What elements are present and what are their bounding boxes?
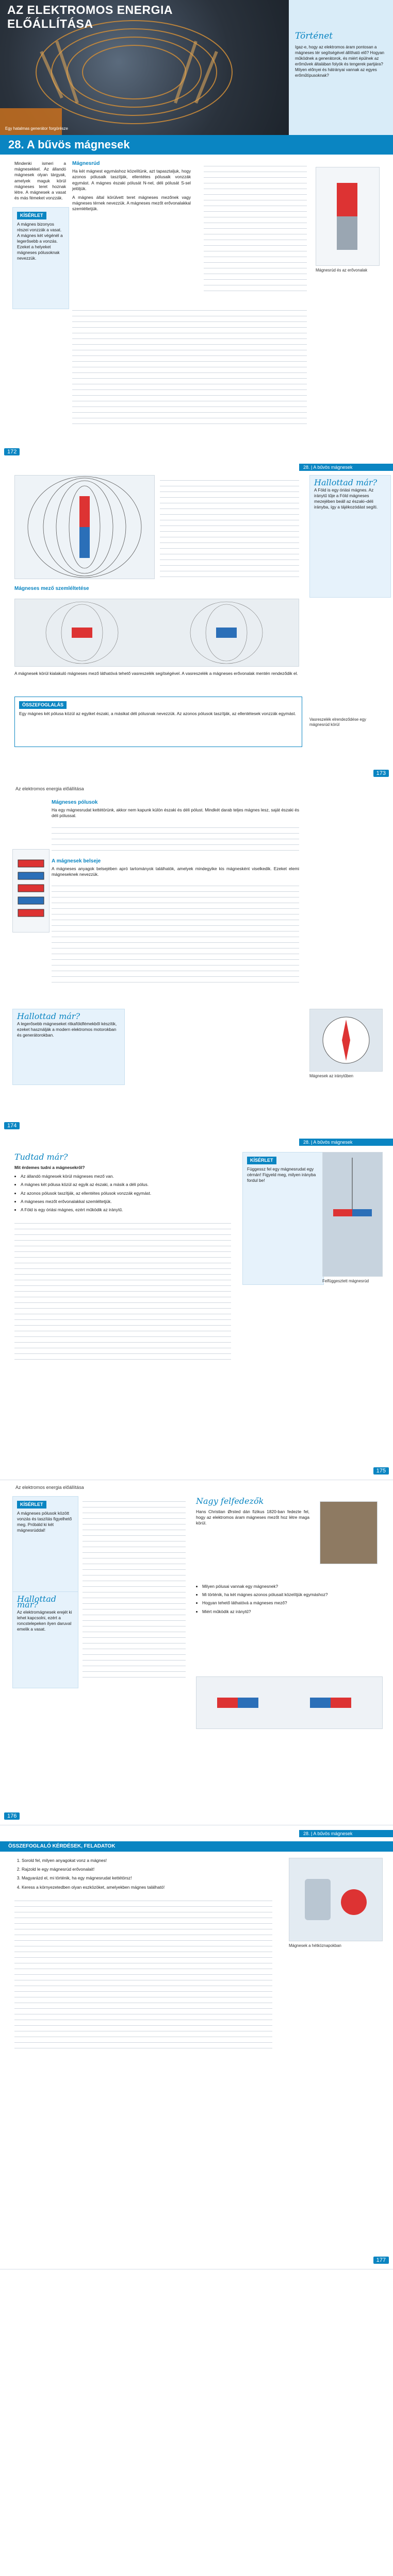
p4-kiserlet-box bbox=[242, 1152, 324, 1285]
p3-hallottad-title: Hallottad már? bbox=[17, 1011, 80, 1021]
p5-portrait bbox=[320, 1501, 378, 1564]
p2-osszefoglalas-box bbox=[14, 697, 302, 747]
p2-header-bar bbox=[299, 464, 393, 471]
cover-title-block bbox=[7, 3, 173, 31]
p1-right-text bbox=[204, 161, 307, 295]
chapter-title-text: A bűvös mágnesek bbox=[26, 138, 130, 151]
p3-lines-1 bbox=[52, 822, 299, 853]
p4-lines bbox=[14, 1218, 231, 1362]
p3-hallottad-text: A legerősebb mágneseket ritkaföldfémekből készítik, ezeket használják a modern elektromos motorokban és generátorokban. bbox=[17, 1021, 117, 1038]
p5-hallottad-text: Az elektromágnesek erejét ki lehet kapcsolni, ezért a roncstelepeken ilyen daruval emelik a vasat. bbox=[17, 1609, 72, 1632]
p4-intro-wrap bbox=[14, 1165, 231, 1362]
p1-figure bbox=[316, 167, 380, 266]
magnet-illustration bbox=[316, 167, 379, 265]
p2-field-figure bbox=[14, 475, 155, 579]
tortenet-text: Igaz-e, hogy az elektromos áram pontosan a mágneses tér segítségével állítható elő? Hogyan működnek a generátorok, és miért épülnek az erőművek általában folyók és tengerek partjára? Milyen előnyei és hátrányai vannak az egyes erőműtípusoknak? bbox=[295, 45, 384, 78]
cover-tortenet-panel bbox=[289, 0, 393, 135]
p1-kiserlet-label: KÍSÉRLET bbox=[17, 212, 46, 219]
p5-kiserlet-box bbox=[12, 1496, 78, 1593]
p2-iron-filings-figure bbox=[14, 599, 299, 667]
p5-magnet-pair-figure bbox=[196, 1676, 383, 1729]
p3-para2: A mágneses anyagok belsejében apró tartományok találhatók, amelyek mindegyike kis mágnesként viselkedik. Ezeket elemi mágneseknek nevezzük. bbox=[52, 866, 299, 877]
page-174 bbox=[0, 782, 393, 1135]
p5-hallottad-box bbox=[12, 1591, 78, 1688]
p1-section-head: Mágnesrúd bbox=[72, 161, 100, 166]
p3-lines-2 bbox=[52, 880, 299, 984]
p2-osszefoglalas-text: Egy mágnes két pólusa közül az egyiket északi, a másikat déli pólusnak nevezzük. Az azonos pólusok taszítják, az ellentétesek vonzzák egymást. bbox=[19, 711, 296, 716]
p4-bullet: • Az azonos pólusok taszítják, az ellentétes pólusok vonzzák egymást. bbox=[21, 1191, 231, 1196]
p6-title: ÖSSZEFOGLALÓ KÉRDÉSEK, FELADATOK bbox=[8, 1843, 116, 1849]
p5-kiserlet-text: A mágneses pólusok között vonzás és taszítás figyelhető meg. Próbáld ki két mágnesrúddal! bbox=[17, 1511, 72, 1533]
page-172 bbox=[0, 135, 393, 460]
cover-title-line2: ELŐÁLLÍTÁSA bbox=[7, 17, 93, 30]
magnet-rows-illustration bbox=[13, 850, 49, 932]
p5-kiserlet-label: KÍSÉRLET bbox=[17, 1501, 46, 1509]
p1-kiserlet-box bbox=[12, 207, 69, 309]
p4-tudtad-title: Tudtad már? bbox=[14, 1152, 68, 1162]
cover-caption: Egy hatalmas generátor forgórésze bbox=[5, 126, 68, 131]
p1-fig-caption: Mágnesrúd és az erővonalak bbox=[316, 268, 368, 273]
page-number-177: 177 bbox=[373, 2257, 389, 2264]
page-number-173: 173 bbox=[373, 770, 389, 777]
compass-illustration bbox=[310, 1009, 382, 1071]
p6-title-bar bbox=[0, 1841, 393, 1852]
p3-compass-figure bbox=[309, 1009, 383, 1072]
p1-para1: Ha két mágnest egymáshoz közelítünk, azt tapasztaljuk, hogy azonos pólusaik taszítják, ellentétes pólusaik vonzzák egymást. A mágnes északi pólusát N-nel, déli pólusát S-sel jelöljük. bbox=[72, 168, 191, 191]
p6-header-bar bbox=[299, 1830, 393, 1837]
p2-para1: A mágnesek körül kialakuló mágneses mező láthatóvá tehető vasreszelék segítségével. A vasreszelék a mágneses erővonalak mentén rendeződik el. bbox=[14, 671, 298, 676]
p5-nagy-title: Nagy felfedezők bbox=[196, 1496, 264, 1506]
p5-question: • Miért működik az iránytű? bbox=[202, 1609, 382, 1615]
p5-nagy-felfedezok bbox=[196, 1496, 382, 1530]
p5-questions bbox=[196, 1584, 382, 1617]
p1-kiserlet-text: A mágnes bizonyos részei vonzzák a vasat. A mágnes két végénél a legerősebb a vonzás. Ezeket a helyeket mágneses pólusoknak nevezzük. bbox=[17, 222, 63, 261]
p2-osszefoglalas-label: ÖSSZEFOGLALÁS bbox=[19, 701, 67, 709]
chapter-header bbox=[0, 135, 393, 155]
p5-question: • Hogyan tehető láthatóvá a mágneses mező? bbox=[202, 1600, 382, 1606]
page-number-176: 176 bbox=[4, 1812, 20, 1820]
p3-hallottad-box bbox=[12, 1009, 125, 1085]
page-173 bbox=[0, 460, 393, 783]
cover-photo bbox=[0, 0, 289, 135]
p5-nagy-text: Hans Christian Ørsted dán fizikus 1820-ban fedezte fel, hogy az elektromos áram mágneses mezőt hoz létre maga körül. bbox=[196, 1509, 309, 1526]
p3-running-head: Az elektromos energia előállítása bbox=[15, 786, 84, 791]
p1-para2: A mágnes által körülvett teret mágneses mezőnek vagy mágneses térnek nevezzük. A mágneses mezőt erővonalakkal szemléltetjük. bbox=[72, 195, 191, 212]
page-175 bbox=[0, 1134, 393, 1480]
p3-para1: Ha egy mágnesrudat kettétörünk, akkor nem kapunk külön északi és déli pólust. Mindkét darab teljes mágnes lesz, saját északi és déli pólussal. bbox=[52, 807, 299, 819]
p5-question: • Milyen pólusai vannak egy mágnesnek? bbox=[202, 1584, 382, 1589]
p1-intro bbox=[14, 161, 66, 204]
p2-running-head: 28. | A bűvös mágnesek bbox=[303, 465, 353, 470]
p5-hallottad-title: Hallottad már? bbox=[17, 1594, 56, 1609]
p4-kiserlet-text: Függessz fel egy mágnesrudat egy cérnán! Figyeld meg, milyen irányba fordul be! bbox=[247, 1166, 316, 1183]
p5-nagy-wrap bbox=[196, 1509, 309, 1527]
p6-task: 3. Magyarázd el, mi történik, ha egy mágnesrudat kettétörsz! bbox=[22, 1875, 272, 1881]
p3-main bbox=[52, 800, 299, 984]
page-number-172: 172 bbox=[4, 448, 20, 455]
cover-title-line1: AZ ELEKTROMOS ENERGIA bbox=[7, 3, 173, 16]
p6-fig-caption: Mágnesek a hétköznapokban bbox=[289, 1943, 341, 1948]
p5-mid-lines bbox=[83, 1496, 186, 1682]
p1-lower-lines bbox=[72, 305, 307, 429]
hanging-magnet-illustration bbox=[323, 1153, 382, 1276]
p5-running-head: Az elektromos energia előállítása bbox=[15, 1485, 84, 1490]
p2-section bbox=[14, 586, 298, 594]
iron-filings-illustration bbox=[15, 599, 299, 666]
p2-hallottad-text: A Föld is egy óriási mágnes. Az iránytű tűje a Föld mágneses mezejében beáll az északi–déli irányba, így a tájékozódást segíti. bbox=[314, 487, 378, 510]
p2-section-head: Mágneses mező szemléltetése bbox=[14, 586, 89, 591]
p3-section-head: Mágneses pólusok bbox=[52, 800, 98, 805]
page-number-174: 174 bbox=[4, 1122, 20, 1129]
p6-task: 1. Sorold fel, milyen anyagokat vonz a mágnes! bbox=[22, 1858, 272, 1863]
p3-magnet-rows-figure bbox=[12, 849, 50, 933]
p1-main-text bbox=[72, 161, 191, 215]
p4-bullet-list bbox=[14, 1174, 231, 1213]
p2-hallottad-box bbox=[309, 475, 391, 598]
chapter-number: 28. bbox=[8, 138, 24, 151]
p2-text-lines bbox=[160, 475, 299, 578]
p6-task: 2. Rajzold le egy mágnesrúd erővonalait! bbox=[22, 1867, 272, 1872]
p2-hallottad-title: Hallottad már? bbox=[314, 478, 378, 487]
field-lines-illustration bbox=[15, 476, 154, 579]
p4-bullet: • A mágneses mezőt erővonalakkal szemléltetjük. bbox=[21, 1199, 231, 1205]
p1-right-lines bbox=[204, 161, 307, 295]
p2-para bbox=[14, 671, 298, 680]
everyday-magnets-illustration bbox=[289, 1858, 382, 1941]
p4-header-bar bbox=[299, 1139, 393, 1146]
p3-fig-caption: Mágnesek az iránytűben bbox=[309, 1074, 353, 1078]
p6-figure bbox=[289, 1858, 383, 1941]
p4-intro: Mit érdemes tudni a mágnesekről? bbox=[14, 1165, 85, 1170]
p3-section-head2: A mágnesek belseje bbox=[52, 858, 101, 864]
p4-cap: Felfüggesztett mágnesrúd bbox=[322, 1279, 369, 1283]
tortenet-title: Történet bbox=[295, 31, 333, 41]
p6-task: 4. Keress a környezetedben olyan eszközöket, amelyekben mágnes található! bbox=[22, 1885, 272, 1890]
p6-tasks bbox=[14, 1858, 272, 2050]
p5-question-list bbox=[196, 1584, 382, 1615]
page-176 bbox=[0, 1481, 393, 1825]
p5-middle bbox=[83, 1496, 186, 1682]
p5-question: • Mi történik, ha két mágnes azonos pólusait közelítjük egymáshoz? bbox=[202, 1592, 382, 1598]
page-number-175: 175 bbox=[373, 1467, 389, 1475]
p4-running-head: 28. | A bűvös mágnesek bbox=[303, 1140, 353, 1145]
page-177 bbox=[0, 1826, 393, 2269]
p4-bullet: • A Föld is egy óriási mágnes, ezért működik az iránytű. bbox=[21, 1207, 231, 1213]
p6-lines bbox=[14, 1895, 272, 2050]
p6-task-list bbox=[14, 1858, 272, 1890]
p4-bullet: • A mágnes két pólusa közül az egyik az északi, a másik a déli pólus. bbox=[21, 1182, 231, 1188]
p6-running-head: 28. | A bűvös mágnesek bbox=[303, 1831, 353, 1836]
p4-bullet: • Az állandó mágnesek körül mágneses mező van. bbox=[21, 1174, 231, 1179]
cover-spread bbox=[0, 0, 393, 135]
p2-text-col bbox=[160, 475, 299, 578]
magnet-pair-illustration bbox=[196, 1677, 382, 1728]
chapter-title bbox=[8, 138, 130, 151]
p1-intro-text: Mindenki ismeri a mágnesekkel. Az állandó mágnesek olyan tárgyak, amelyek maguk körül mágneses teret hoznak létre. A mágnesek a vasat és más fémeket vonzzák. bbox=[14, 161, 66, 201]
p4-photo bbox=[322, 1152, 383, 1277]
p2-figure-caption: Vasreszelék elrendeződése egy mágnesrúd körül bbox=[309, 717, 366, 727]
p4-tudtad bbox=[14, 1152, 231, 1362]
p4-kiserlet-label: KÍSÉRLET bbox=[247, 1157, 276, 1164]
